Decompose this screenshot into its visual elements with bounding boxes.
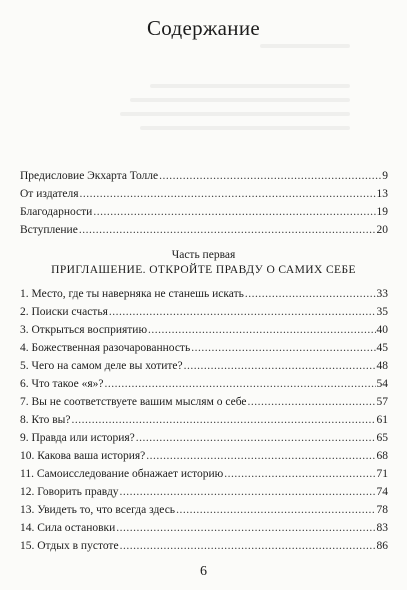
- toc-entry: [20, 360, 388, 379]
- toc-entry-page: 61: [376, 414, 388, 426]
- toc-entry-title: 4. Божественная разочарованность: [20, 342, 191, 354]
- toc-entry-page: 68: [376, 450, 388, 462]
- dot-leader: [148, 324, 375, 336]
- toc-entry: [20, 188, 388, 207]
- dot-leader: [159, 170, 381, 182]
- toc-entry-title: Предисловие Экхарта Толле: [20, 170, 159, 182]
- toc-entry: [20, 378, 388, 397]
- toc-entry-title: 9. Правда или история?: [20, 432, 135, 444]
- toc-entry-title: 3. Открыться восприятию: [20, 324, 148, 336]
- toc-entry-page: 57: [376, 396, 388, 408]
- reverse-side-bleed-through: [110, 40, 390, 150]
- toc-entry-title: 2. Поиски счастья: [20, 306, 108, 318]
- dot-leader: [93, 206, 375, 218]
- dot-leader: [105, 378, 376, 390]
- toc-entry: [20, 486, 388, 505]
- toc-entry-page: 33: [376, 288, 388, 300]
- toc-entry-title: Вступление: [20, 224, 78, 236]
- dot-leader: [136, 432, 376, 444]
- part-title: ПРИГЛАШЕНИЕ. ОТКРОЙТЕ ПРАВДУ О САМИХ СЕБЕ: [51, 264, 356, 276]
- toc-entry-title: 5. Чего на самом деле вы хотите?: [20, 360, 183, 372]
- toc-entry: [20, 170, 388, 189]
- dot-leader: [248, 396, 376, 408]
- dot-leader: [224, 468, 375, 480]
- page-number: 6: [200, 564, 207, 579]
- toc-entry-page: 19: [376, 206, 388, 218]
- toc-entry: [20, 342, 388, 361]
- toc-entry-title: 6. Что такое «я»?: [20, 378, 104, 390]
- dot-leader: [79, 224, 376, 236]
- dot-leader: [72, 414, 376, 426]
- dot-leader: [120, 540, 376, 552]
- toc-entry: [20, 432, 388, 451]
- toc-entry: [20, 288, 388, 307]
- toc-entry: [20, 540, 388, 559]
- toc-entry: [20, 522, 388, 541]
- toc-entry-page: 9: [382, 170, 388, 182]
- page-title: Содержание: [146, 16, 261, 40]
- toc-entry-page: 35: [376, 306, 388, 318]
- toc-entry-title: 7. Вы не соответствуете вашим мыслям о себе: [20, 396, 247, 408]
- toc-entry: [20, 206, 388, 225]
- dot-leader: [109, 306, 376, 318]
- toc-entry-page: 86: [376, 540, 388, 552]
- dot-leader: [116, 522, 375, 534]
- toc-entry: [20, 450, 388, 469]
- dot-leader: [184, 360, 376, 372]
- toc-entry-title: От издателя: [20, 188, 79, 200]
- toc-entry-page: 74: [376, 486, 388, 498]
- toc-entry-page: 78: [376, 504, 388, 516]
- toc-entry: [20, 468, 388, 487]
- toc-entry-page: 71: [376, 468, 388, 480]
- part-label: Часть первая: [171, 249, 236, 261]
- toc-entry-title: 15. Отдых в пустоте: [20, 540, 119, 552]
- toc-entry-title: 8. Кто вы?: [20, 414, 71, 426]
- toc-entry-title: 14. Сила остановки: [20, 522, 116, 534]
- toc-entry-title: 11. Самоисследование обнажает историю: [20, 468, 224, 480]
- toc-entry: [20, 414, 388, 433]
- toc-entry: [20, 306, 388, 325]
- toc-entry: [20, 224, 388, 243]
- toc-entry-page: 13: [376, 188, 388, 200]
- dot-leader: [176, 504, 375, 516]
- toc-entry-page: 40: [376, 324, 388, 336]
- toc-entry-page: 54: [376, 378, 388, 390]
- toc-entry: [20, 504, 388, 523]
- toc-entry-title: 13. Увидеть то, что всегда здесь: [20, 504, 176, 516]
- dot-leader: [191, 342, 375, 354]
- dot-leader: [120, 486, 376, 498]
- toc-entry-title: Благодарности: [20, 206, 93, 218]
- toc-entry-page: 48: [376, 360, 388, 372]
- toc-entry: [20, 396, 388, 415]
- toc-entry: [20, 324, 388, 343]
- toc-entry-title: 12. Говорить правду: [20, 486, 119, 498]
- toc-entry-page: 45: [376, 342, 388, 354]
- dot-leader: [146, 450, 375, 462]
- dot-leader: [80, 188, 376, 200]
- toc-entry-page: 20: [376, 224, 388, 236]
- toc-entry-title: 1. Место, где ты наверняка не станешь искать: [20, 288, 244, 300]
- toc-entry-page: 83: [376, 522, 388, 534]
- dot-leader: [245, 288, 376, 300]
- toc-entry-page: 65: [376, 432, 388, 444]
- toc-entry-title: 10. Какова ваша история?: [20, 450, 146, 462]
